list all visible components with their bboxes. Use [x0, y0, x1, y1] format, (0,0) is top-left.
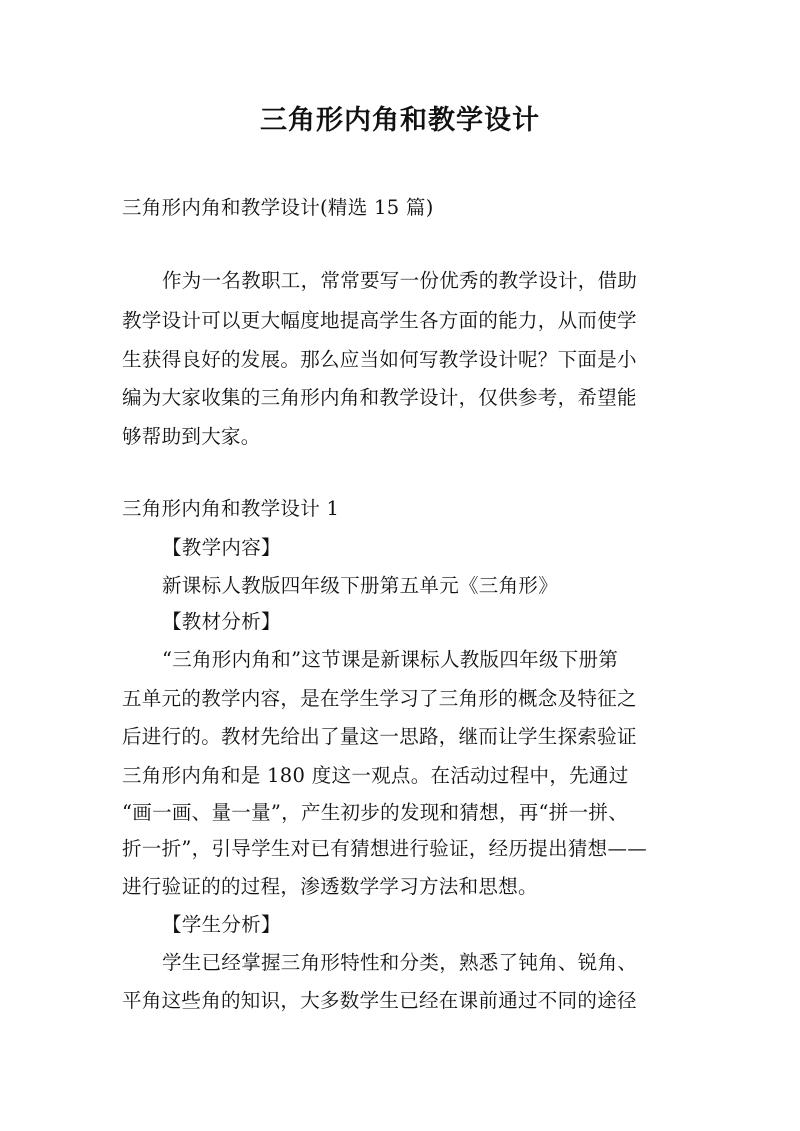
student-label: 【学生分析】 — [162, 913, 281, 936]
section-heading: 三角形内角和教学设计 1 — [122, 497, 340, 520]
material-line-6: 折一折”，引导学生对已有猜想进行验证，经历提出猜想—— — [122, 837, 648, 860]
content-label: 【教学内容】 — [162, 536, 281, 559]
material-line-1: “三角形内角和”这节课是新课标人教版四年级下册第 — [162, 648, 619, 671]
intro-line-5: 够帮助到大家。 — [122, 425, 261, 448]
page-title: 三角形内角和教学设计 — [260, 105, 540, 136]
content-text: 新课标人教版四年级下册第五单元《三角形》 — [162, 574, 559, 597]
material-line-5: “画一画、量一量”，产生初步的发现和猜想，再“拼一拼、 — [122, 801, 629, 824]
material-line-4: 三角形内角和是 180 度这一观点。在活动过程中，先通过 — [122, 764, 629, 787]
intro-line-4: 编为大家收集的三角形内角和教学设计，仅供参考，希望能 — [122, 386, 637, 409]
material-label: 【教材分析】 — [162, 610, 281, 633]
intro-line-3: 生获得良好的发展。那么应当如何写教学设计呢？下面是小 — [122, 348, 637, 371]
material-line-2: 五单元的教学内容，是在学生学习了三角形的概念及特征之 — [122, 687, 637, 710]
intro-line-1: 作为一名教职工，常常要写一份优秀的教学设计，借助 — [162, 269, 638, 292]
document-subtitle: 三角形内角和教学设计(精选 15 篇) — [122, 196, 434, 219]
intro-line-2: 教学设计可以更大幅度地提高学生各方面的能力，从而使学 — [122, 309, 637, 332]
student-line-1: 学生已经掌握三角形特性和分类，熟悉了钝角、锐角、 — [162, 951, 638, 974]
material-line-3: 后进行的。教材先给出了量这一思路，继而让学生探索验证 — [122, 725, 637, 748]
material-line-7: 进行验证的的过程，渗透数学学习方法和思想。 — [122, 875, 538, 898]
student-line-2: 平角这些角的知识，大多数学生已经在课前通过不同的途径 — [122, 989, 637, 1012]
